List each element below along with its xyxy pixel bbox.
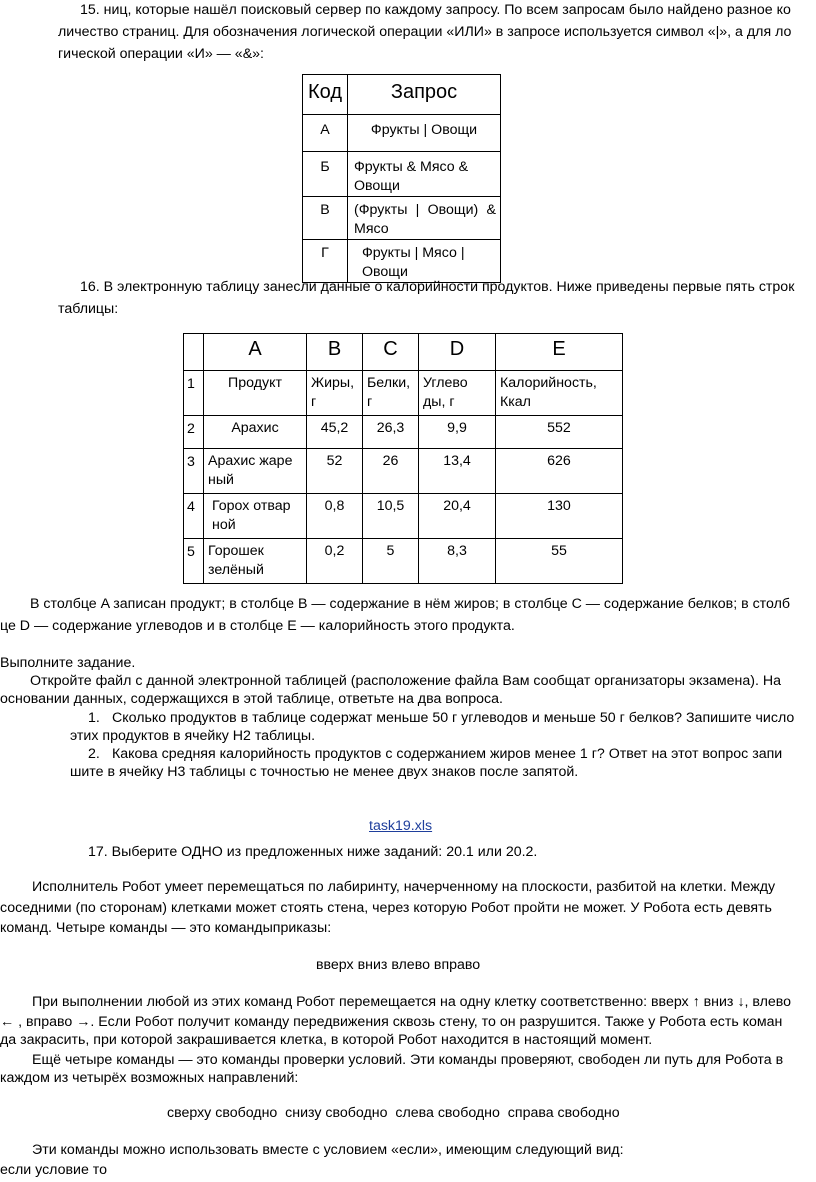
calorie-table	[183, 333, 623, 584]
q17-p2-line-2: ← , вправо →. Если Робот получит команду передвижения сквозь стену, то он разрушится. Также у Робота есть коман	[0, 1014, 783, 1030]
item-2-num: 2.	[88, 746, 100, 762]
col-header-a: A	[204, 334, 307, 371]
q17-p1-line-2: соседними (по сторонам) клетками может стоять стена, через которую Робот пройти не может. У Робота есть девять	[0, 900, 772, 916]
row-code: А	[320, 122, 330, 138]
query-table-header-code: Код	[303, 75, 348, 115]
row-query: Фрукты | Овощи	[370, 122, 478, 138]
row-query: (Фрукты | Овощи) & Мясо	[354, 202, 496, 237]
q17-p4: Эти команды можно использовать вместе с условием «если», имеющим следующий вид:	[32, 1142, 624, 1158]
q17-p3-line-1: Ещё четыре команды — это команды проверки условий. Эти команды проверяют, свободен ли путь для Робота в	[32, 1052, 784, 1068]
q17-p2-line-1: При выполнении любой из этих команд Робот перемещается на одну клетку соответственно: вверх ↑ вниз ↓, влево	[32, 994, 791, 1010]
robot-conditions: сверху свободно снизу свободно слева свободно справа свободно	[167, 1105, 620, 1121]
q16-desc-line-2: це D — содержание углеводов и в столбце E — калорийность этого продукта.	[0, 618, 515, 634]
table-row: 1 Продукт Жиры, г Белки, г Углево ды, г Калорийность, Ккал	[184, 371, 623, 416]
table-row: 4 Горох отвар ной 0,8 10,5 20,4 130	[184, 494, 623, 539]
task-line-1: Откройте файл с данной электронной таблицей (расположение файла Вам сообщат организаторы экзамена). На	[30, 673, 782, 689]
col-header-d: D	[419, 334, 496, 371]
q15-line-1: 15. ниц, которые нашёл поисковый сервер по каждому запросу. По всем запросам было найдено разное ко	[80, 2, 791, 18]
q16-desc-line-1: В столбце A записан продукт; в столбце B — содержание в нём жиров; в столбце C — содержание белков; в столб	[30, 596, 790, 612]
row-query: Фрукты | Мясо | Овощи	[362, 245, 465, 280]
table-row	[303, 152, 501, 197]
q16-line-1: 16. В электронную таблицу занесли данные о калорийности продуктов. Ниже приведены первые пять строк	[80, 279, 795, 295]
table-row	[303, 115, 501, 152]
q17-p1-line-3: команд. Четыре команды — это командыприказы:	[0, 920, 332, 936]
query-table-header-query: Запрос	[348, 75, 501, 115]
row-code: Г	[321, 245, 329, 261]
q17-p3-line-2: каждом из четырёх возможных направлений:	[0, 1070, 299, 1086]
col-header-c: C	[363, 334, 419, 371]
task-line-2: основании данных, содержащихся в этой таблице, ответьте на два вопроса.	[0, 691, 503, 707]
row-query: Фрукты & Мясо & Овощи	[354, 159, 469, 194]
task-title: Выполните задание.	[0, 655, 136, 671]
table-row: 5 Горошек зелёный 0,2 5 8,3 55	[184, 539, 623, 584]
q17-intro: 17. Выберите ОДНО из предложенных ниже заданий: 20.1 или 20.2.	[88, 844, 538, 860]
table-header-row	[184, 334, 623, 371]
q15-line-2: личество страниц. Для обозначения логической операции «ИЛИ» в запросе используется символ «|», а для ло	[58, 24, 792, 40]
item-1-line-1: Сколько продуктов в таблице содержат меньше 50 г углеводов и меньше 50 г белков? Запишите число	[112, 710, 795, 726]
col-header-b: B	[307, 334, 363, 371]
item-1-num: 1.	[88, 710, 100, 726]
query-table	[302, 74, 501, 283]
q17-p5: если условие то	[0, 1162, 108, 1178]
item-1-line-2: этих продуктов в ячейку H2 таблицы.	[70, 728, 316, 744]
table-row: 3 Арахис жаре ный 52 26 13,4 626	[184, 449, 623, 494]
table-row: 2 Арахис 45,2 26,3 9,9 552	[184, 416, 623, 449]
col-header-e: E	[496, 334, 623, 371]
row-code: В	[320, 202, 330, 218]
row-code: Б	[320, 159, 330, 175]
q17-p1-line-1: Исполнитель Робот умеет перемещаться по лабиринту, начерченному на плоскости, разбитой на клетки. Между	[32, 879, 776, 895]
table-row	[303, 197, 501, 240]
q17-p2-line-3: да закрасить, при которой закрашивается клетка, в которой Робот находится в настоящий момент.	[0, 1032, 653, 1048]
robot-commands: вверх вниз влево вправо	[316, 957, 481, 973]
item-2-line-2: шите в ячейку H3 таблицы с точностью не менее двух знаков после запятой.	[70, 764, 579, 780]
file-link[interactable]: task19.xls	[369, 818, 433, 834]
q15-line-3: гической операции «И» — «&»:	[58, 46, 264, 62]
item-2-line-1: Какова средняя калорийность продуктов с содержанием жиров менее 1 г? Ответ на этот вопрос запи	[112, 746, 783, 762]
q16-line-2: таблицы:	[58, 301, 119, 317]
